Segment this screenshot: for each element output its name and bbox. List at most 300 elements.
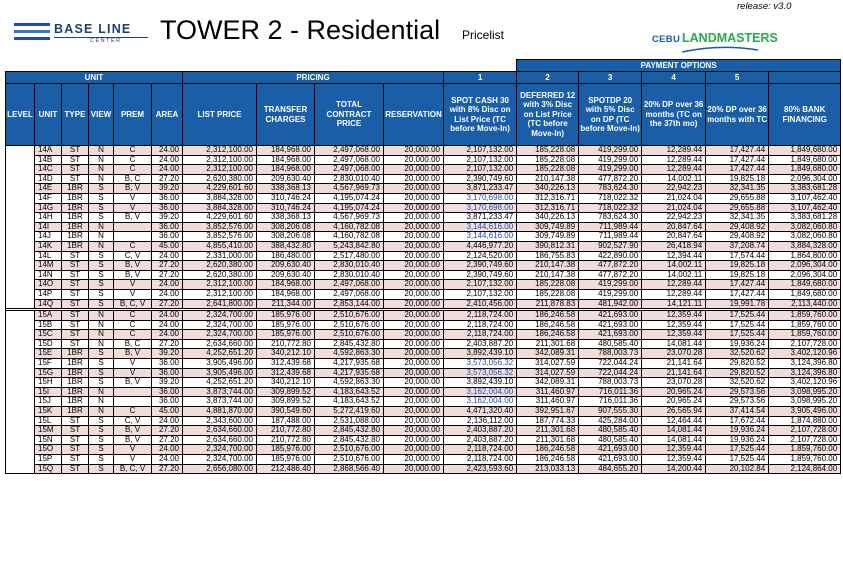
- table-cell: 20,000.00: [384, 426, 444, 436]
- table-cell: ST: [62, 174, 89, 184]
- table-cell: 480,585.40: [579, 426, 642, 436]
- table-cell: 12,464.44: [642, 416, 706, 426]
- table-cell: 24.00: [152, 280, 183, 290]
- table-cell: 2,107,132.00: [444, 155, 517, 165]
- table-cell: S: [89, 435, 114, 445]
- table-cell: 340,212.10: [257, 378, 315, 388]
- table-cell: 2,107,728.00: [769, 435, 841, 445]
- table-row: [6, 339, 841, 349]
- table-cell: 19,991.78: [706, 299, 769, 309]
- table-cell: [114, 222, 152, 232]
- table-cell: 29,573.56: [706, 387, 769, 397]
- table-cell: 210,772.80: [257, 339, 315, 349]
- table-cell: 1BR: [62, 184, 89, 194]
- table-cell: 4,195,074.24: [315, 203, 384, 213]
- table-cell: 26,565.94: [642, 407, 706, 417]
- table-cell: N: [89, 387, 114, 397]
- table-cell: 39.20: [152, 213, 183, 223]
- table-cell: 14B: [35, 155, 62, 165]
- table-cell: 211,344.00: [257, 299, 315, 309]
- table-cell: 4,183,643.52: [315, 397, 384, 407]
- table-cell: 2,510,676.00: [315, 320, 384, 330]
- table-cell: 185,228.08: [517, 289, 579, 299]
- table-cell: 20,000.00: [384, 387, 444, 397]
- table-cell: 15Q: [35, 464, 62, 474]
- logo-bar: [14, 23, 50, 26]
- table-cell: 32,341.35: [706, 213, 769, 223]
- option-number: 3: [579, 72, 642, 84]
- table-cell: 19,825.18: [706, 270, 769, 280]
- table-cell: 17,525.44: [706, 320, 769, 330]
- table-cell: 20,000.00: [384, 464, 444, 474]
- table-cell: 2,510,676.00: [315, 330, 384, 340]
- table-cell: 184,968.00: [257, 289, 315, 299]
- table-cell: 3,905,496.00: [769, 407, 841, 417]
- table-cell: 4,217,935.68: [315, 368, 384, 378]
- table-cell: 3,170,698.00: [444, 203, 517, 213]
- table-cell: 12,359.44: [642, 445, 706, 455]
- table-cell: 480,585.40: [579, 339, 642, 349]
- table-row: [6, 416, 841, 426]
- group-header-row: [6, 72, 841, 84]
- table-cell: 29,655.88: [706, 203, 769, 213]
- table-cell: ST: [62, 280, 89, 290]
- table-cell: 20,000.00: [384, 330, 444, 340]
- table-cell: 1BR: [62, 232, 89, 242]
- base-line-logo: [14, 22, 150, 48]
- table-cell: 15E: [35, 349, 62, 359]
- table-cell: 3,402,120.96: [769, 378, 841, 388]
- table-cell: 24.00: [152, 455, 183, 465]
- table-cell: 14K: [35, 241, 62, 251]
- table-cell: 2,403,887.20: [444, 339, 517, 349]
- table-cell: 39.20: [152, 349, 183, 359]
- table-cell: 2,423,593.60: [444, 464, 517, 474]
- table-cell: S: [89, 193, 114, 203]
- table-cell: 45.00: [152, 241, 183, 251]
- table-cell: 36.00: [152, 359, 183, 369]
- table-body: [6, 146, 841, 474]
- table-cell: B, C, V: [114, 464, 152, 474]
- table-cell: 2,096,304.00: [769, 270, 841, 280]
- table-cell: 1,849,680.00: [769, 165, 841, 175]
- table-cell: 14F: [35, 193, 62, 203]
- table-cell: 27.20: [152, 339, 183, 349]
- table-cell: 20,102.84: [706, 464, 769, 474]
- table-cell: 14,081.44: [642, 339, 706, 349]
- table-cell: 20,000.00: [384, 193, 444, 203]
- table-cell: 1BR: [62, 203, 89, 213]
- table-cell: 2,324,700.00: [183, 445, 257, 455]
- table-cell: 2,124,864.00: [769, 464, 841, 474]
- table-cell: 2,136,112.00: [444, 416, 517, 426]
- table-cell: 15F: [35, 359, 62, 369]
- table-cell: 5,243,842.80: [315, 241, 384, 251]
- table-cell: 20,000.00: [384, 378, 444, 388]
- table-cell: C: [114, 407, 152, 417]
- table-cell: 186,755.83: [517, 251, 579, 261]
- table-cell: [114, 397, 152, 407]
- table-cell: 1,859,760.00: [769, 445, 841, 455]
- table-cell: 209,630.40: [257, 174, 315, 184]
- table-cell: V: [114, 455, 152, 465]
- table-cell: 2,107,728.00: [769, 339, 841, 349]
- table-cell: 3,124,396.80: [769, 368, 841, 378]
- table-cell: 20,847.64: [642, 232, 706, 242]
- table-cell: 212,486.40: [257, 464, 315, 474]
- table-cell: 185,228.08: [517, 155, 579, 165]
- table-cell: 36.00: [152, 193, 183, 203]
- table-cell: 186,246.58: [517, 455, 579, 465]
- table-cell: 4,567,969.73: [315, 213, 384, 223]
- table-cell: 20,000.00: [384, 311, 444, 321]
- table-row: [6, 397, 841, 407]
- table-row: [6, 387, 841, 397]
- table-cell: 15B: [35, 320, 62, 330]
- release-version: release: v3.0: [737, 1, 792, 12]
- column-header: PREM: [114, 84, 152, 146]
- pricing-group-header: PRICING: [183, 72, 444, 84]
- table-cell: N: [89, 311, 114, 321]
- table-cell: 21,141.64: [642, 359, 706, 369]
- table-cell: 12,289.44: [642, 165, 706, 175]
- table-cell: 186,246.58: [517, 445, 579, 455]
- table-cell: 2,118,724.00: [444, 445, 517, 455]
- table-cell: 14O: [35, 280, 62, 290]
- column-header: SPOTDP 20 with 5% Disc on DP (TC before Move-In): [579, 84, 642, 146]
- table-cell: N: [89, 174, 114, 184]
- table-row: [6, 270, 841, 280]
- table-cell: 14Q: [35, 299, 62, 309]
- table-cell: N: [89, 241, 114, 251]
- table-cell: 24.00: [152, 330, 183, 340]
- table-cell: 2,107,132.00: [444, 165, 517, 175]
- table-cell: 22,942.23: [642, 184, 706, 194]
- table-cell: 718,022.32: [579, 203, 642, 213]
- table-cell: 2,497,068.00: [315, 289, 384, 299]
- table-cell: 477,872.20: [579, 270, 642, 280]
- column-header-row: [6, 84, 841, 146]
- option-number: 5: [706, 72, 769, 84]
- table-cell: 20,000.00: [384, 299, 444, 309]
- table-cell: S: [89, 213, 114, 223]
- option-number: 4: [642, 72, 706, 84]
- table-cell: 4,592,863.30: [315, 378, 384, 388]
- table-cell: 185,228.08: [517, 280, 579, 290]
- table-cell: 20,000.00: [384, 397, 444, 407]
- table-cell: 36.00: [152, 203, 183, 213]
- table-cell: S: [89, 184, 114, 194]
- table-cell: 2,403,887.20: [444, 426, 517, 436]
- table-cell: ST: [62, 289, 89, 299]
- table-cell: 20,000.00: [384, 203, 444, 213]
- table-cell: 4,160,782.08: [315, 222, 384, 232]
- table-cell: ST: [62, 270, 89, 280]
- table-cell: 12,289.44: [642, 289, 706, 299]
- table-cell: 3,905,496.00: [183, 359, 257, 369]
- table-cell: S: [89, 378, 114, 388]
- table-cell: 484,655.20: [579, 464, 642, 474]
- table-row: [6, 289, 841, 299]
- table-row: [6, 349, 841, 359]
- table-cell: 14G: [35, 203, 62, 213]
- table-cell: 3,098,995.20: [769, 387, 841, 397]
- table-cell: 480,585.40: [579, 435, 642, 445]
- table-cell: 1BR: [62, 359, 89, 369]
- floor-label: [6, 311, 35, 474]
- option-number-blank: [769, 72, 841, 84]
- table-cell: 39.20: [152, 378, 183, 388]
- table-cell: N: [89, 330, 114, 340]
- pricelist-table-container: [5, 59, 843, 474]
- table-cell: 184,968.00: [257, 146, 315, 156]
- table-cell: 20,000.00: [384, 174, 444, 184]
- table-cell: 2,312,100.00: [183, 146, 257, 156]
- table-cell: B, V: [114, 184, 152, 194]
- table-cell: 4,252,651.20: [183, 349, 257, 359]
- table-cell: 2,410,456.00: [444, 299, 517, 309]
- table-cell: 783,624.30: [579, 184, 642, 194]
- table-row: [6, 222, 841, 232]
- table-cell: B, C, V: [114, 299, 152, 309]
- table-cell: 23,070.28: [642, 349, 706, 359]
- table-cell: 20,000.00: [384, 261, 444, 271]
- table-cell: 3,892,439.10: [444, 378, 517, 388]
- table-cell: 27.20: [152, 174, 183, 184]
- table-cell: 3,852,576.00: [183, 222, 257, 232]
- table-cell: 311,460.97: [517, 397, 579, 407]
- table-cell: 3,170,698.00: [444, 193, 517, 203]
- table-cell: 338,368.13: [257, 184, 315, 194]
- table-cell: N: [89, 397, 114, 407]
- table-cell: 14,081.44: [642, 435, 706, 445]
- table-cell: 184,968.00: [257, 280, 315, 290]
- table-cell: 210,147.38: [517, 261, 579, 271]
- table-cell: 338,368.13: [257, 213, 315, 223]
- table-row: [6, 203, 841, 213]
- table-cell: 17,427.44: [706, 280, 769, 290]
- table-cell: 388,432.80: [257, 241, 315, 251]
- table-cell: V: [114, 445, 152, 455]
- table-cell: 185,228.08: [517, 146, 579, 156]
- table-cell: V: [114, 280, 152, 290]
- table-cell: 15J: [35, 397, 62, 407]
- table-cell: 20,000.00: [384, 222, 444, 232]
- table-cell: 29,408.92: [706, 222, 769, 232]
- column-header: RESERVATION: [384, 84, 444, 146]
- table-cell: 722,044.24: [579, 359, 642, 369]
- page-header: [0, 0, 843, 58]
- table-cell: N: [89, 165, 114, 175]
- table-row: [6, 320, 841, 330]
- table-cell: 4,195,074.24: [315, 193, 384, 203]
- table-cell: S: [89, 203, 114, 213]
- table-cell: 312,439.68: [257, 359, 315, 369]
- logo-bar: [14, 30, 50, 33]
- unit-group-header: UNIT: [6, 72, 183, 84]
- table-cell: 3,082,060.80: [769, 232, 841, 242]
- table-cell: 4,183,643.52: [315, 387, 384, 397]
- column-header: 80% BANK FINANCING: [769, 84, 841, 146]
- table-cell: 185,976.00: [257, 455, 315, 465]
- table-cell: 19,936.24: [706, 435, 769, 445]
- table-cell: 14,200.44: [642, 464, 706, 474]
- table-cell: 419,299.00: [579, 165, 642, 175]
- table-cell: C: [114, 241, 152, 251]
- table-cell: 184,968.00: [257, 165, 315, 175]
- table-cell: 20,000.00: [384, 280, 444, 290]
- table-cell: 20,000.00: [384, 146, 444, 156]
- table-cell: 1,849,680.00: [769, 155, 841, 165]
- table-cell: S: [89, 251, 114, 261]
- column-header: LIST PRICE: [183, 84, 257, 146]
- table-cell: ST: [62, 445, 89, 455]
- table-cell: N: [89, 155, 114, 165]
- table-row: [6, 232, 841, 242]
- table-cell: C, V: [114, 251, 152, 261]
- table-cell: 2,497,068.00: [315, 165, 384, 175]
- column-header: AREA: [152, 84, 183, 146]
- table-cell: 314,027.59: [517, 359, 579, 369]
- table-cell: ST: [62, 455, 89, 465]
- table-cell: 2,510,676.00: [315, 311, 384, 321]
- table-cell: 2,634,660.00: [183, 435, 257, 445]
- table-cell: 209,630.40: [257, 261, 315, 271]
- column-header: TOTAL CONTRACT PRICE: [315, 84, 384, 146]
- table-cell: 20,000.00: [384, 241, 444, 251]
- table-cell: 2,403,887.20: [444, 435, 517, 445]
- table-cell: 2,830,010.40: [315, 174, 384, 184]
- table-cell: 312,316.71: [517, 203, 579, 213]
- table-cell: 2,118,724.00: [444, 330, 517, 340]
- table-cell: 21,141.64: [642, 368, 706, 378]
- table-cell: 711,989.44: [579, 232, 642, 242]
- table-cell: 12,289.44: [642, 146, 706, 156]
- table-cell: 3,098,995.20: [769, 397, 841, 407]
- table-cell: 27.20: [152, 261, 183, 271]
- table-cell: 36.00: [152, 397, 183, 407]
- table-cell: 15M: [35, 426, 62, 436]
- table-cell: 2,324,700.00: [183, 320, 257, 330]
- table-cell: ST: [62, 330, 89, 340]
- table-cell: 209,630.40: [257, 270, 315, 280]
- table-cell: 3,892,439.10: [444, 349, 517, 359]
- table-cell: 2,845,432.80: [315, 435, 384, 445]
- table-cell: 187,488.00: [257, 416, 315, 426]
- table-cell: 14,121.11: [642, 299, 706, 309]
- table-row: [6, 299, 841, 309]
- table-cell: 3,884,328.00: [769, 241, 841, 251]
- table-cell: 477,872.20: [579, 261, 642, 271]
- table-cell: C: [114, 320, 152, 330]
- table-cell: ST: [62, 261, 89, 271]
- table-cell: 1,859,760.00: [769, 330, 841, 340]
- table-cell: 37,208.74: [706, 241, 769, 251]
- table-cell: 3,107,462.40: [769, 193, 841, 203]
- table-cell: S: [89, 349, 114, 359]
- table-cell: 12,289.44: [642, 155, 706, 165]
- table-cell: 477,872.20: [579, 174, 642, 184]
- table-cell: 340,212.10: [257, 349, 315, 359]
- column-header: 20% DP over 36 months with TC: [706, 84, 769, 146]
- table-cell: 1,859,760.00: [769, 311, 841, 321]
- table-cell: 311,460.97: [517, 387, 579, 397]
- table-cell: 3,162,004.00: [444, 387, 517, 397]
- table-cell: S: [89, 270, 114, 280]
- table-row: [6, 280, 841, 290]
- table-cell: 1BR: [62, 397, 89, 407]
- table-cell: 718,022.32: [579, 193, 642, 203]
- table-cell: 390,549.60: [257, 407, 315, 417]
- table-cell: S: [89, 299, 114, 309]
- table-cell: 187,774.33: [517, 416, 579, 426]
- table-cell: 20,000.00: [384, 349, 444, 359]
- table-cell: 211,301.68: [517, 339, 579, 349]
- table-cell: 20,847.64: [642, 222, 706, 232]
- table-cell: 2,845,432.80: [315, 339, 384, 349]
- table-cell: ST: [62, 311, 89, 321]
- table-cell: 2,497,068.00: [315, 155, 384, 165]
- table-cell: 2,830,010.40: [315, 261, 384, 271]
- table-row: [6, 184, 841, 194]
- column-header: TRANSFER CHARGES: [257, 84, 315, 146]
- table-cell: 2,096,304.00: [769, 174, 841, 184]
- table-cell: 15K: [35, 407, 62, 417]
- table-cell: N: [89, 232, 114, 242]
- table-cell: 14A: [35, 146, 62, 156]
- table-cell: N: [89, 339, 114, 349]
- table-cell: 14M: [35, 261, 62, 271]
- table-cell: 26,418.94: [642, 241, 706, 251]
- table-cell: 419,299.00: [579, 155, 642, 165]
- page-subtitle: Pricelist: [462, 28, 505, 42]
- table-cell: 340,226.13: [517, 184, 579, 194]
- table-cell: 4,855,410.00: [183, 241, 257, 251]
- table-cell: 20,000.00: [384, 165, 444, 175]
- table-cell: 1BR: [62, 378, 89, 388]
- table-cell: 27.20: [152, 270, 183, 280]
- table-row: [6, 455, 841, 465]
- table-cell: 1,849,680.00: [769, 280, 841, 290]
- table-cell: S: [89, 280, 114, 290]
- table-cell: 2,118,724.00: [444, 311, 517, 321]
- table-cell: B, V: [114, 213, 152, 223]
- table-cell: 24.00: [152, 320, 183, 330]
- table-cell: N: [89, 320, 114, 330]
- table-cell: 39.20: [152, 184, 183, 194]
- table-cell: 20,000.00: [384, 416, 444, 426]
- table-cell: 20,000.00: [384, 155, 444, 165]
- table-row: [6, 359, 841, 369]
- table-cell: 185,976.00: [257, 445, 315, 455]
- table-cell: 419,299.00: [579, 289, 642, 299]
- table-row: [6, 368, 841, 378]
- column-header: DEFERRED 12 with 3% Disc on List Price (TC before Move-In): [517, 84, 579, 146]
- table-cell: ST: [62, 416, 89, 426]
- table-cell: 421,693.00: [579, 330, 642, 340]
- table-cell: 20,000.00: [384, 445, 444, 455]
- table-cell: 2,634,660.00: [183, 426, 257, 436]
- table-cell: 3,144,616.00: [444, 222, 517, 232]
- table-row: [6, 407, 841, 417]
- table-cell: 12,359.44: [642, 320, 706, 330]
- table-row: [6, 378, 841, 388]
- table-cell: 422,890.00: [579, 251, 642, 261]
- table-cell: 3,107,462.40: [769, 203, 841, 213]
- partner-logo-part-2: LANDMASTERS: [682, 31, 778, 45]
- table-cell: 29,820.52: [706, 359, 769, 369]
- table-cell: S: [89, 368, 114, 378]
